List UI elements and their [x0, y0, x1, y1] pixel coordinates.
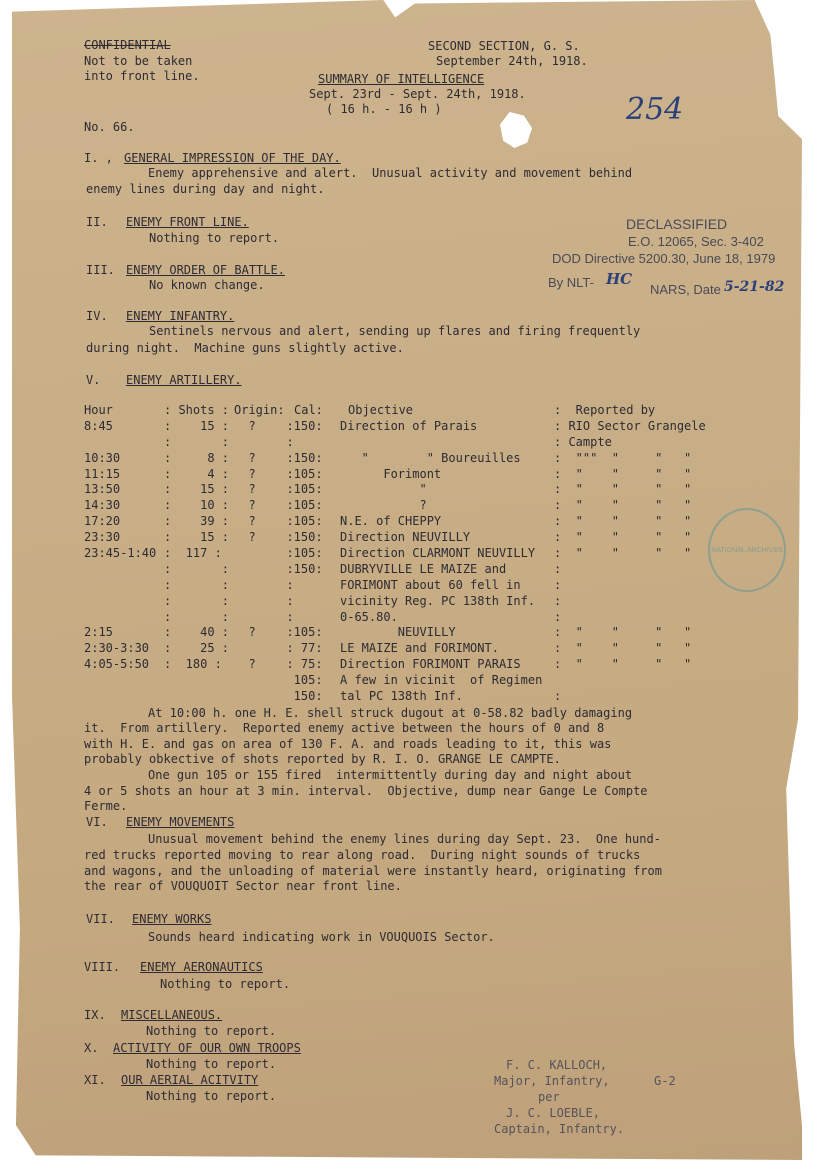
cell-reported: :	[554, 577, 562, 592]
cell-objective: Direction NEUVILLY	[340, 530, 471, 545]
section-7-number: VII.	[86, 912, 115, 926]
handwritten-number: 254	[626, 92, 684, 127]
cell-hour: 17:20	[84, 514, 121, 529]
cell-hour: 11:15	[84, 466, 121, 481]
date-line: September 24th, 1918.	[436, 54, 588, 68]
document-number: No. 66.	[84, 120, 135, 134]
section-10-number: X.	[84, 1041, 99, 1055]
artillery-para-1-line-2: it. From artillery. Reported enemy active between the hours of 0 and 8	[84, 721, 605, 735]
cell-cal: :105:	[272, 625, 323, 640]
cell-cal: : 75:	[272, 657, 323, 672]
note-line-1: Not to be taken	[84, 54, 193, 68]
header-reported: : Reported by	[554, 403, 656, 417]
section-7-title: ENEMY WORKS	[132, 912, 212, 926]
cell-shots: : :	[164, 593, 230, 608]
cell-origin: ?	[234, 530, 256, 545]
header-objective: Objective	[348, 403, 414, 417]
cell-shots: : 117 :	[164, 546, 222, 561]
cell-reported: : " " " "	[554, 514, 692, 529]
cell-objective: LE MAIZE and FORIMONT.	[340, 641, 499, 656]
artillery-para-1-line-1: At 10:00 h. one H. E. shell struck dugout at 0-58.82 badly damaging	[148, 706, 633, 720]
section-6-line-3: and wagons, and the unloading of material were instantly heard, originating from	[84, 864, 662, 878]
cell-cal: : 77:	[272, 641, 323, 656]
section-6-title: ENEMY MOVEMENTS	[126, 815, 235, 829]
section-11-number: XI.	[84, 1073, 106, 1087]
cell-reported: : RIO Sector Grangele	[554, 418, 706, 433]
section-8-title: ENEMY AERONAUTICS	[140, 960, 263, 974]
cell-reported: : " " " "	[554, 625, 692, 640]
header-cal: Cal:	[294, 403, 323, 417]
section-1-title: GENERAL IMPRESSION OF THE DAY.	[124, 151, 341, 165]
cell-origin: ?	[234, 657, 256, 672]
cell-origin: ?	[234, 514, 256, 529]
cell-cal: 150:	[272, 689, 323, 704]
header-origin: Origin:	[234, 403, 285, 417]
cell-hour: 13:50	[84, 482, 121, 497]
cell-objective: "	[340, 482, 427, 497]
cell-reported: : " " " "	[554, 466, 692, 481]
section-6-number: VI.	[86, 815, 108, 829]
cell-cal: :150:	[272, 418, 323, 433]
cell-reported: :	[554, 593, 562, 608]
cell-hour: 8:45	[84, 418, 113, 433]
classification: CONFIDENTIAL	[84, 38, 171, 52]
artillery-para-2-line-1: One gun 105 or 155 fired intermittently during day and night about	[148, 768, 633, 782]
signature-rank-2: Captain, Infantry.	[494, 1122, 625, 1136]
cell-objective: Forimont	[340, 466, 442, 481]
cell-shots: : 15 :	[164, 482, 230, 497]
document-title: SUMMARY OF INTELLIGENCE	[318, 72, 485, 86]
cell-shots: : 8 :	[164, 450, 230, 465]
seal-text: NATIONAL ARCHIVES	[711, 546, 783, 554]
section-2-title: ENEMY FRONT LINE.	[126, 215, 249, 229]
cell-hour: 2:30-3:30	[84, 641, 150, 656]
signature-office: G-2	[654, 1074, 676, 1088]
artillery-para-2-line-2: 4 or 5 shots an hour at 3 min. interval. Objective, dump near Gange Le Compte	[84, 784, 648, 798]
cell-cal: :	[272, 609, 294, 624]
section-10-title: ACTIVITY OF OUR OWN TROOPS	[113, 1041, 301, 1055]
section-4-line-1: Sentinels nervous and alert, sending up flares and firing frequently	[149, 324, 641, 338]
declass-stamp-eo: E.O. 12065, Sec. 3-402	[628, 234, 764, 249]
section-8-line-1: Nothing to report.	[160, 977, 291, 991]
section-4-number: IV.	[86, 309, 108, 323]
section-3-line-1: No known change.	[149, 278, 265, 292]
section-9-line-1: Nothing to report.	[146, 1024, 277, 1038]
cell-shots: : :	[164, 609, 230, 624]
cell-cal: :	[272, 593, 294, 608]
cell-cal: :	[272, 434, 294, 449]
section-5-title: ENEMY ARTILLERY.	[126, 373, 242, 387]
cell-objective: Direction CLARMONT NEUVILLY	[340, 546, 536, 561]
section-7-line-1: Sounds heard indicating work in VOUQUOIS Sector.	[148, 930, 495, 944]
section-8-number: VIII.	[84, 960, 121, 974]
declass-date: 5-21-82	[724, 279, 785, 295]
cell-reported: : " " " "	[554, 530, 692, 545]
cell-shots: : :	[164, 434, 230, 449]
hours-line: ( 16 h. - 16 h )	[326, 102, 442, 116]
cell-reported: : " " " "	[554, 657, 692, 672]
section-2-line-1: Nothing to report.	[149, 231, 280, 245]
declass-stamp-title: DECLASSIFIED	[626, 216, 728, 232]
cell-objective: Direction of Parais	[340, 418, 478, 433]
section-6-line-4: the rear of VOUQUOIT Sector near front line.	[84, 879, 402, 893]
cell-objective: DUBRYVILLE LE MAIZE and	[340, 561, 507, 576]
cell-shots: : 10 :	[164, 498, 230, 513]
cell-shots: : :	[164, 577, 230, 592]
cell-objective: " " Boureuilles	[340, 450, 521, 465]
cell-objective: FORIMONT about 60 fell in	[340, 577, 521, 592]
cell-hour: 23:45-1:40	[84, 546, 157, 561]
signature-rank-1: Major, Infantry,	[494, 1074, 610, 1088]
archive-seal	[708, 508, 786, 592]
cell-objective: ?	[340, 498, 427, 513]
period-line: Sept. 23rd - Sept. 24th, 1918.	[309, 87, 526, 101]
section-4-line-2: during night. Machine guns slightly active.	[86, 341, 404, 355]
cell-reported: : " " " "	[554, 641, 692, 656]
cell-hour: 23:30	[84, 530, 121, 545]
declass-stamp-directive: DOD Directive 5200.30, June 18, 1979	[552, 251, 776, 266]
cell-objective: tal PC 138th Inf.	[340, 689, 463, 704]
note-line-2: into front line.	[84, 69, 200, 83]
cell-objective: 0-65.80.	[340, 609, 398, 624]
declass-stamp-nars: NARS, Date	[650, 282, 721, 297]
cell-cal: :	[272, 577, 294, 592]
section-3-title: ENEMY ORDER OF BATTLE.	[126, 263, 285, 277]
cell-origin: ?	[234, 450, 256, 465]
cell-shots: : 15 :	[164, 418, 230, 433]
section-10-line-1: Nothing to report.	[146, 1057, 277, 1071]
cell-cal: :105:	[272, 514, 323, 529]
cell-reported: : """ " " "	[554, 450, 692, 465]
cell-origin: ?	[234, 466, 256, 481]
signature-name-2: J. C. LOEBLE,	[506, 1106, 600, 1120]
cell-reported: :	[554, 689, 562, 704]
cell-reported: :	[554, 561, 562, 576]
section-6-line-2: red trucks reported moving to rear along road. During night sounds of trucks	[84, 848, 641, 862]
cell-hour: 10:30	[84, 450, 121, 465]
signature-per: per	[538, 1090, 560, 1104]
cell-reported: : Campte	[554, 434, 612, 449]
cell-hour: 2:15	[84, 625, 113, 640]
cell-shots: : 40 :	[164, 625, 230, 640]
section-9-number: IX.	[84, 1008, 106, 1022]
cell-shots: : 15 :	[164, 530, 230, 545]
header-hour: Hour	[84, 403, 113, 417]
cell-origin: ?	[234, 625, 256, 640]
cell-cal: :105:	[272, 482, 323, 497]
cell-shots: : 180 :	[164, 657, 222, 672]
section-6-line-1: Unusual movement behind the enemy lines during day Sept. 23. One hund-	[148, 832, 661, 846]
cell-reported: : " " " "	[554, 498, 692, 513]
cell-objective: A few in vicinit of Regimen	[340, 673, 543, 688]
declass-stamp-by: By NLT-	[548, 275, 594, 290]
cell-cal: :150:	[272, 450, 323, 465]
section-3-number: III.	[86, 263, 115, 277]
artillery-para-2-line-3: Ferme.	[84, 799, 128, 813]
artillery-para-1-line-3: with H. E. and gas on area of 130 F. A. and roads leading to it, this was	[84, 737, 612, 751]
section-11-title: OUR AERIAL ACITVITY	[121, 1073, 259, 1087]
office-line: SECOND SECTION, G. S.	[428, 39, 580, 53]
cell-origin: ?	[234, 482, 256, 497]
cell-objective: N.E. of CHEPPY	[340, 514, 442, 529]
section-4-title: ENEMY INFANTRY.	[126, 309, 235, 323]
cell-reported: : " " " "	[554, 546, 692, 561]
cell-shots: : 39 :	[164, 514, 230, 529]
cell-cal: :150:	[272, 530, 323, 545]
cell-cal: :105:	[272, 466, 323, 481]
cell-objective: Direction FORIMONT PARAIS	[340, 657, 521, 672]
section-1-number: I. ,	[84, 151, 113, 165]
artillery-para-1-line-4: probably obkective of shots reported by R. I. O. GRANGE LE CAMPTE.	[84, 752, 561, 766]
cell-hour: 4:05-5:50	[84, 657, 150, 672]
cell-reported: :	[554, 609, 562, 624]
cell-cal: :150:	[272, 561, 323, 576]
section-1-line-1: Enemy apprehensive and alert. Unusual activity and movement behind	[148, 166, 633, 180]
section-11-line-1: Nothing to report.	[146, 1089, 277, 1103]
cell-shots: : 25 :	[164, 641, 230, 656]
section-5-number: V.	[86, 373, 101, 387]
declass-initials: HC	[606, 270, 633, 288]
signature-name-1: F. C. KALLOCH,	[506, 1058, 608, 1072]
section-1-line-2: enemy lines during day and night.	[86, 182, 325, 196]
cell-cal: :105:	[272, 546, 323, 561]
cell-shots: : 4 :	[164, 466, 230, 481]
cell-cal: :105:	[272, 498, 323, 513]
cell-hour: 14:30	[84, 498, 121, 513]
cell-cal: 105:	[272, 673, 323, 688]
section-9-title: MISCELLANEOUS.	[121, 1008, 223, 1022]
cell-origin: ?	[234, 498, 256, 513]
cell-objective: NEUVILLY	[340, 625, 456, 640]
cell-origin: ?	[234, 418, 256, 433]
section-2-number: II.	[86, 215, 108, 229]
header-shots: : Shots :	[164, 403, 230, 417]
cell-objective: vicinity Reg. PC 138th Inf.	[340, 593, 536, 608]
cell-reported: : " " " "	[554, 482, 692, 497]
cell-shots: : :	[164, 561, 230, 576]
